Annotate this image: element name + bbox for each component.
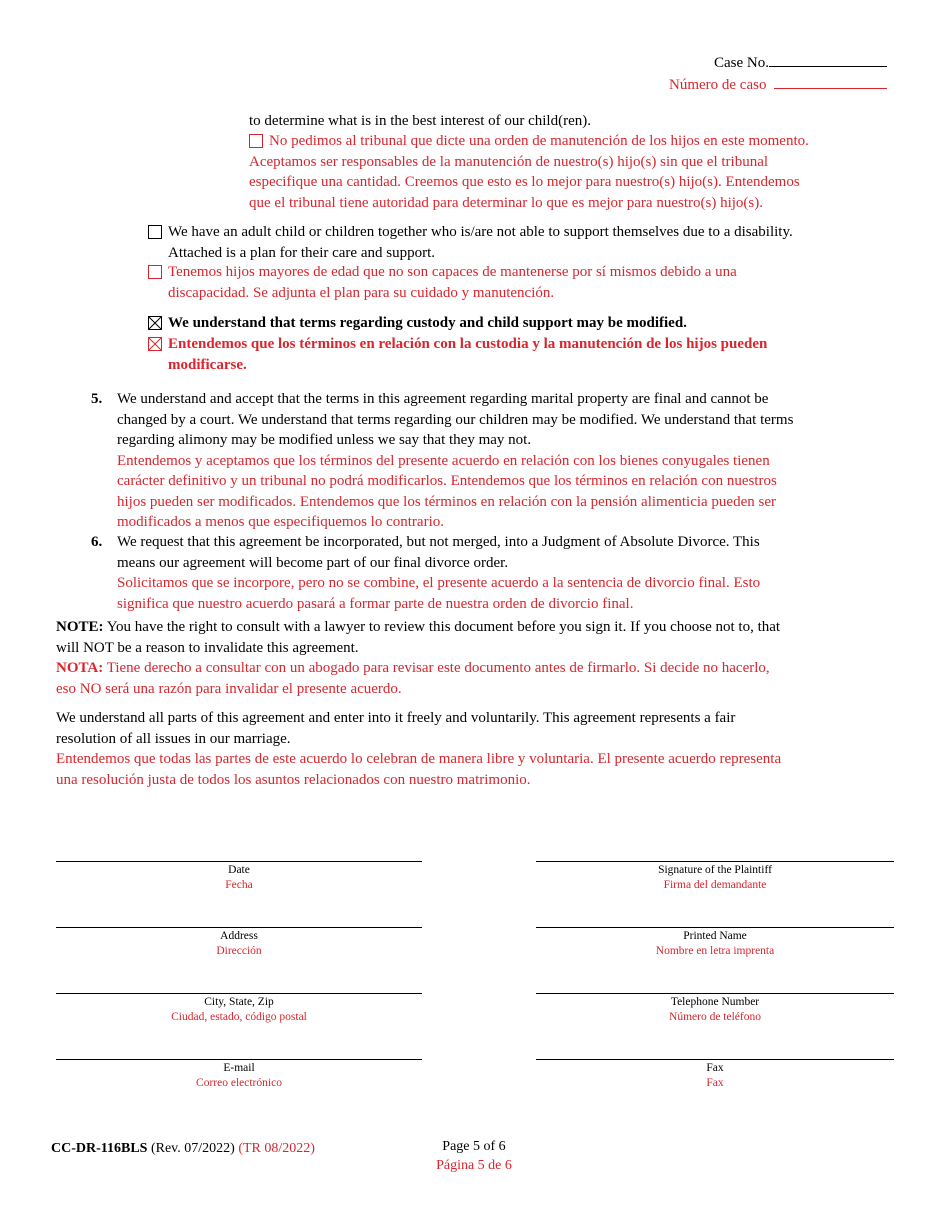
fax-line[interactable]	[536, 1059, 894, 1060]
modify-terms-checkbox-es-checked[interactable]	[148, 337, 162, 351]
agreement-statement: We understand all parts of this agreement and enter into it freely and voluntarily. This agreement represents a fair resolution of all issues in our marriage. Entendemos que todas las partes de este acuerdo lo celebran de manera libre y voluntaria. El presente acuerdo representa una resolución justa de todos los asuntos relacionados con nuestro matrimonio.	[56, 710, 782, 788]
page-number: Page 5 of 6 Página 5 de 6	[436, 1139, 512, 1173]
plaintiff-signature-line[interactable]	[536, 861, 894, 862]
note-label-es: NOTA:	[56, 660, 104, 676]
item-6-number: 6.	[91, 534, 103, 550]
date-label: Date Fecha	[225, 864, 253, 891]
case-number-field[interactable]	[769, 52, 887, 67]
note-block: NOTE: You have the right to consult with a lawyer to review this document before you sign it. If you choose not to, that will NOT be a reason to invalidate this agreement. NOTA: Tiene derecho a consultar con un abogado para revisar este documento antes de firmarlo. Si decide no hacerlo, eso NO será una razón para invalidar el presente acuerdo.	[56, 619, 781, 697]
no-support-order-checkbox[interactable]	[249, 134, 263, 148]
case-number-label: Case No.	[714, 52, 887, 74]
adult-child-option-es: Tenemos hijos mayores de edad que no son capaces de mantenerse por sí mismos debido a una discapacidad. Se adjunta el plan para su cuidado y manutención.	[148, 262, 908, 303]
plaintiff-signature-label: Signature of the Plaintiff Firma del demandante	[658, 864, 772, 891]
no-support-order-es-line3: especifique una cantidad. Creemos que esto es lo mejor para nuestro(s) hijo(s). Entendemos	[249, 174, 800, 190]
x-mark-icon	[149, 338, 161, 350]
modify-terms-option-es: Entendemos que los términos en relación con la custodia y la manutención de los hijos pueden modificarse.	[148, 334, 908, 375]
address-label: Address Dirección	[216, 930, 262, 957]
email-label: E-mail Correo electrónico	[196, 1062, 282, 1089]
note-label: NOTE:	[56, 619, 104, 635]
adult-child-option: We have an adult child or children together who is/are not able to support themselves due to a disability. Attached is a plan for their care and support.	[148, 222, 908, 263]
printed-name-line[interactable]	[536, 927, 894, 928]
modify-terms-checkbox-checked[interactable]	[148, 316, 162, 330]
adult-child-checkbox-es[interactable]	[148, 265, 162, 279]
no-support-order-es-line4: que el tribunal tiene autoridad para determinar lo que es mejor para nuestro(s) hijo(s).	[249, 195, 763, 211]
modify-terms-option: We understand that terms regarding custody and child support may be modified.	[148, 313, 908, 334]
continuation-line: to determine what is in the best interest of our child(ren).	[249, 113, 591, 129]
item-5-number: 5.	[91, 391, 103, 407]
adult-child-checkbox[interactable]	[148, 225, 162, 239]
telephone-line[interactable]	[536, 993, 894, 994]
case-number-label-es: Número de caso	[669, 74, 887, 96]
city-state-zip-label: City, State, Zip Ciudad, estado, código postal	[171, 996, 307, 1023]
no-support-order-es-line2: Aceptamos ser responsables de la manutención de nuestro(s) hijo(s) sin que el tribunal	[249, 154, 769, 170]
item-6-text: We request that this agreement be incorporated, but not merged, into a Judgment of Absolute Divorce. This means our agreement will become part of our final divorce order. Solicitamos que se incorpore, pero no se combine, el presente acuerdo a la sentencia de divorcio final. Esto significa que nuestro acuerdo pasará a formar parte de nuestra orden de divorcio final.	[117, 534, 761, 612]
date-line[interactable]	[56, 861, 422, 862]
no-support-order-es: No pedimos al tribunal que dicte una orden de manutención de los hijos en este momento.	[249, 131, 909, 152]
fax-label: Fax Fax	[706, 1062, 724, 1089]
address-line[interactable]	[56, 927, 422, 928]
form-id: CC-DR-116BLS (Rev. 07/2022) (TR 08/2022)	[51, 1141, 315, 1156]
case-number-field-es[interactable]	[774, 74, 887, 89]
printed-name-label: Printed Name Nombre en letra imprenta	[655, 930, 775, 957]
x-mark-icon	[149, 317, 161, 329]
telephone-label: Telephone Number Número de teléfono	[669, 996, 761, 1023]
email-line[interactable]	[56, 1059, 422, 1060]
item-5-text: We understand and accept that the terms in this agreement regarding marital property are final and cannot be changed by a court. We understand that terms regarding our children may be modified. We understand that terms regarding alimony may be modified unless we say that they may not. Entendemos y aceptamos que los términos del presente acuerdo en relación con los bienes conyugales tienen carácter definitivo y un tribunal no podrá modificarlos. Entendemos que los términos en relación con nuestros hijos pueden ser modificados. Entendemos que los términos en relación con la pensión alimenticia pueden ser modificados a menos que especifiquemos lo contrario.	[117, 391, 794, 530]
city-state-zip-line[interactable]	[56, 993, 422, 994]
